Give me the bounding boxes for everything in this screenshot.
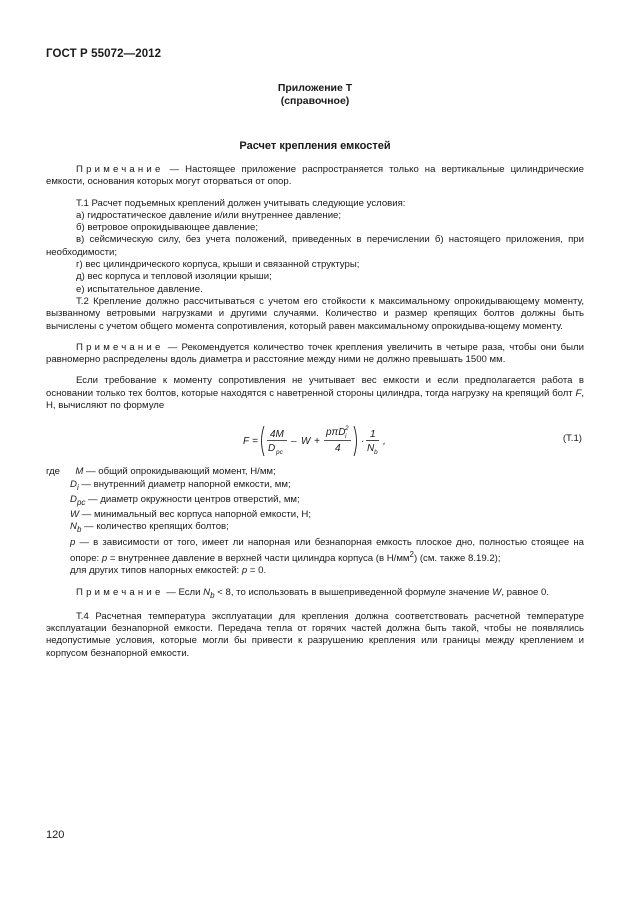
formula-eq: = bbox=[252, 436, 258, 448]
appendix-subtitle: (справочное) bbox=[280, 95, 350, 107]
where-sub: i bbox=[76, 482, 79, 492]
formula-comma: , bbox=[383, 436, 386, 448]
formula-den1-sub: pc bbox=[276, 449, 283, 457]
note-1-text: — Настоящее приложение распространяется только на вертикальные цилиндрические емкости, основания которых могут оторваться от опор. bbox=[46, 164, 584, 188]
formula-num1: 4M bbox=[270, 429, 284, 441]
where-list bbox=[70, 466, 584, 577]
formula-minus: – bbox=[291, 436, 297, 448]
right-paren bbox=[354, 426, 357, 456]
note-3-sub: b bbox=[210, 590, 215, 600]
formula-num2: pπD bbox=[326, 427, 346, 439]
t1-item-c: в) сейсмическую силу, без учета положений, приведенных в перечислении б) настоящего приложения, при необходимости; bbox=[46, 234, 584, 258]
where-sym: N bbox=[70, 521, 77, 533]
formula-den3-sub: b bbox=[374, 449, 378, 457]
appendix-title: Приложение Т bbox=[277, 82, 353, 94]
formula-lhs: F bbox=[243, 436, 250, 448]
document-body bbox=[46, 164, 584, 660]
note-2-text: — Рекомендуется количество точек крепления увеличить в четыре раза, чтобы они были равномерно распределены вдоль диаметра и расстояние между ними не должно превышать 1500 мм. bbox=[46, 341, 584, 366]
where-lead: где bbox=[46, 466, 61, 478]
where-text: = 0. bbox=[247, 565, 267, 577]
where-sym: p bbox=[70, 536, 76, 548]
t4-paragraph: Т.4 Расчетная температура эксплуатации для крепления должна соответствовать расчетной температуре эксплуатации безнапорной емкости. Передача тепла от горячих частей должна быть такой, чтобы не появлялись недопустимые условия, которые могли бы привести к разрушению крепления или границы между креплением и корпусом безнапорной емкости. bbox=[46, 610, 584, 659]
where-sym: D bbox=[70, 493, 77, 505]
t1-item-b: б) ветровое опрокидывающее давление; bbox=[76, 222, 259, 234]
where-text: ) (см. также 8.19.2); bbox=[413, 553, 501, 565]
where-text: — общий опрокидывающий момент, Н/мм; bbox=[83, 466, 276, 478]
where-item bbox=[70, 494, 584, 509]
formula-num2-sub: i bbox=[345, 433, 347, 441]
t1-item-d: г) вес цилиндрического корпуса, крыши и связанной структуры; bbox=[76, 259, 360, 271]
formula-num2-sup: 2 bbox=[345, 425, 349, 433]
formula-t1 bbox=[243, 418, 393, 464]
where-text: — диаметр окружности центров отверстий, мм; bbox=[85, 493, 300, 505]
formula-w: W bbox=[301, 436, 311, 448]
t1-intro: Т.1 Расчет подъемных креплений должен учитывать следующие условия: bbox=[76, 197, 406, 209]
t1-item-a: а) гидростатическое давление и/или внутреннее давление; bbox=[76, 209, 342, 221]
formula-block bbox=[46, 418, 584, 464]
where-text: = внутреннее давление в верхней части цилиндра корпуса (в Н/мм bbox=[107, 553, 410, 565]
note-label: Примечание bbox=[76, 341, 164, 353]
page-number: 120 bbox=[46, 829, 65, 841]
where-text: — минимальный вес корпуса напорной емкости, Н; bbox=[79, 509, 311, 521]
note-3 bbox=[46, 587, 584, 602]
where-sub: pc bbox=[76, 497, 86, 507]
equation-number: (Т.1) bbox=[562, 433, 582, 445]
where-item bbox=[70, 509, 584, 521]
where-sym: p bbox=[241, 565, 248, 577]
note-3-sym: W bbox=[492, 586, 502, 598]
formula-dot: · bbox=[361, 436, 365, 448]
formula-intro-tail: , Н, вычисляют по формуле bbox=[46, 387, 584, 412]
where-sym: W bbox=[70, 509, 80, 521]
note-3-text: < 8, то использовать в вышеприведенной формуле значение bbox=[214, 586, 493, 598]
where-block bbox=[46, 466, 584, 577]
t1-item-e: д) вес корпуса и тепловой изоляции крыши; bbox=[76, 271, 272, 283]
where-item bbox=[70, 466, 584, 478]
formula-den1: D bbox=[268, 443, 276, 455]
t1-item-f: е) испытательное давление. bbox=[76, 283, 203, 295]
where-text: — количество крепящих болтов; bbox=[81, 521, 229, 533]
note-3-text: — Если bbox=[163, 586, 204, 598]
formula-intro-text: Если требование к моменту сопротивления не учитывает вес емкости и если предполагается работа в основании только тех болтов, которые находятся с наветренной стороны цилиндра, тогда нагрузку на крепящий болт bbox=[46, 375, 584, 399]
note-3-sym: N bbox=[203, 586, 211, 598]
where-sup: 2 bbox=[409, 549, 414, 559]
t2-paragraph: Т.2 Крепление должно рассчитываться с учетом его стойкости к максимальному опрокидывающему моменту, вызванному ветровыми нагрузками и другими случаями. Количество и размер крепящих болтов должны быть вычислены с учетом общего момента сопротивления, который равен максимальному опрокидыва-ющему моменту. bbox=[46, 295, 584, 332]
formula-plus: + bbox=[314, 436, 320, 448]
note-2 bbox=[46, 342, 584, 367]
where-sub: b bbox=[76, 525, 82, 535]
formula-den2: 4 bbox=[335, 443, 341, 455]
where-item-p bbox=[70, 537, 584, 566]
formula-intro bbox=[46, 375, 584, 412]
where-sym: p bbox=[101, 553, 108, 565]
where-item bbox=[70, 521, 584, 536]
where-sym: M bbox=[75, 466, 84, 478]
left-paren bbox=[262, 426, 265, 456]
formula-den3: N bbox=[367, 443, 375, 455]
where-sym: D bbox=[70, 478, 77, 490]
note-1 bbox=[46, 164, 584, 189]
note-3-text: , равное 0. bbox=[501, 586, 550, 598]
where-item-p-other bbox=[70, 565, 584, 577]
where-text: — в зависимости от того, имеет ли напорная или безнапорная емкость плоское дно, полностью стоящее на опоре: bbox=[70, 536, 584, 565]
note-label: Примечание bbox=[76, 164, 164, 175]
where-item bbox=[70, 479, 584, 494]
formula-num3: 1 bbox=[370, 429, 376, 441]
var-f: F bbox=[575, 387, 582, 399]
standard-header: ГОСТ Р 55072—2012 bbox=[46, 48, 162, 60]
section-title: Расчет крепления емкостей bbox=[239, 140, 391, 152]
formula-svg bbox=[243, 418, 393, 464]
where-text: для других типов напорных емкостей: bbox=[70, 565, 242, 577]
where-text: — внутренний диаметр напорной емкости, мм; bbox=[78, 478, 291, 490]
note-label: Примечание bbox=[76, 586, 164, 598]
